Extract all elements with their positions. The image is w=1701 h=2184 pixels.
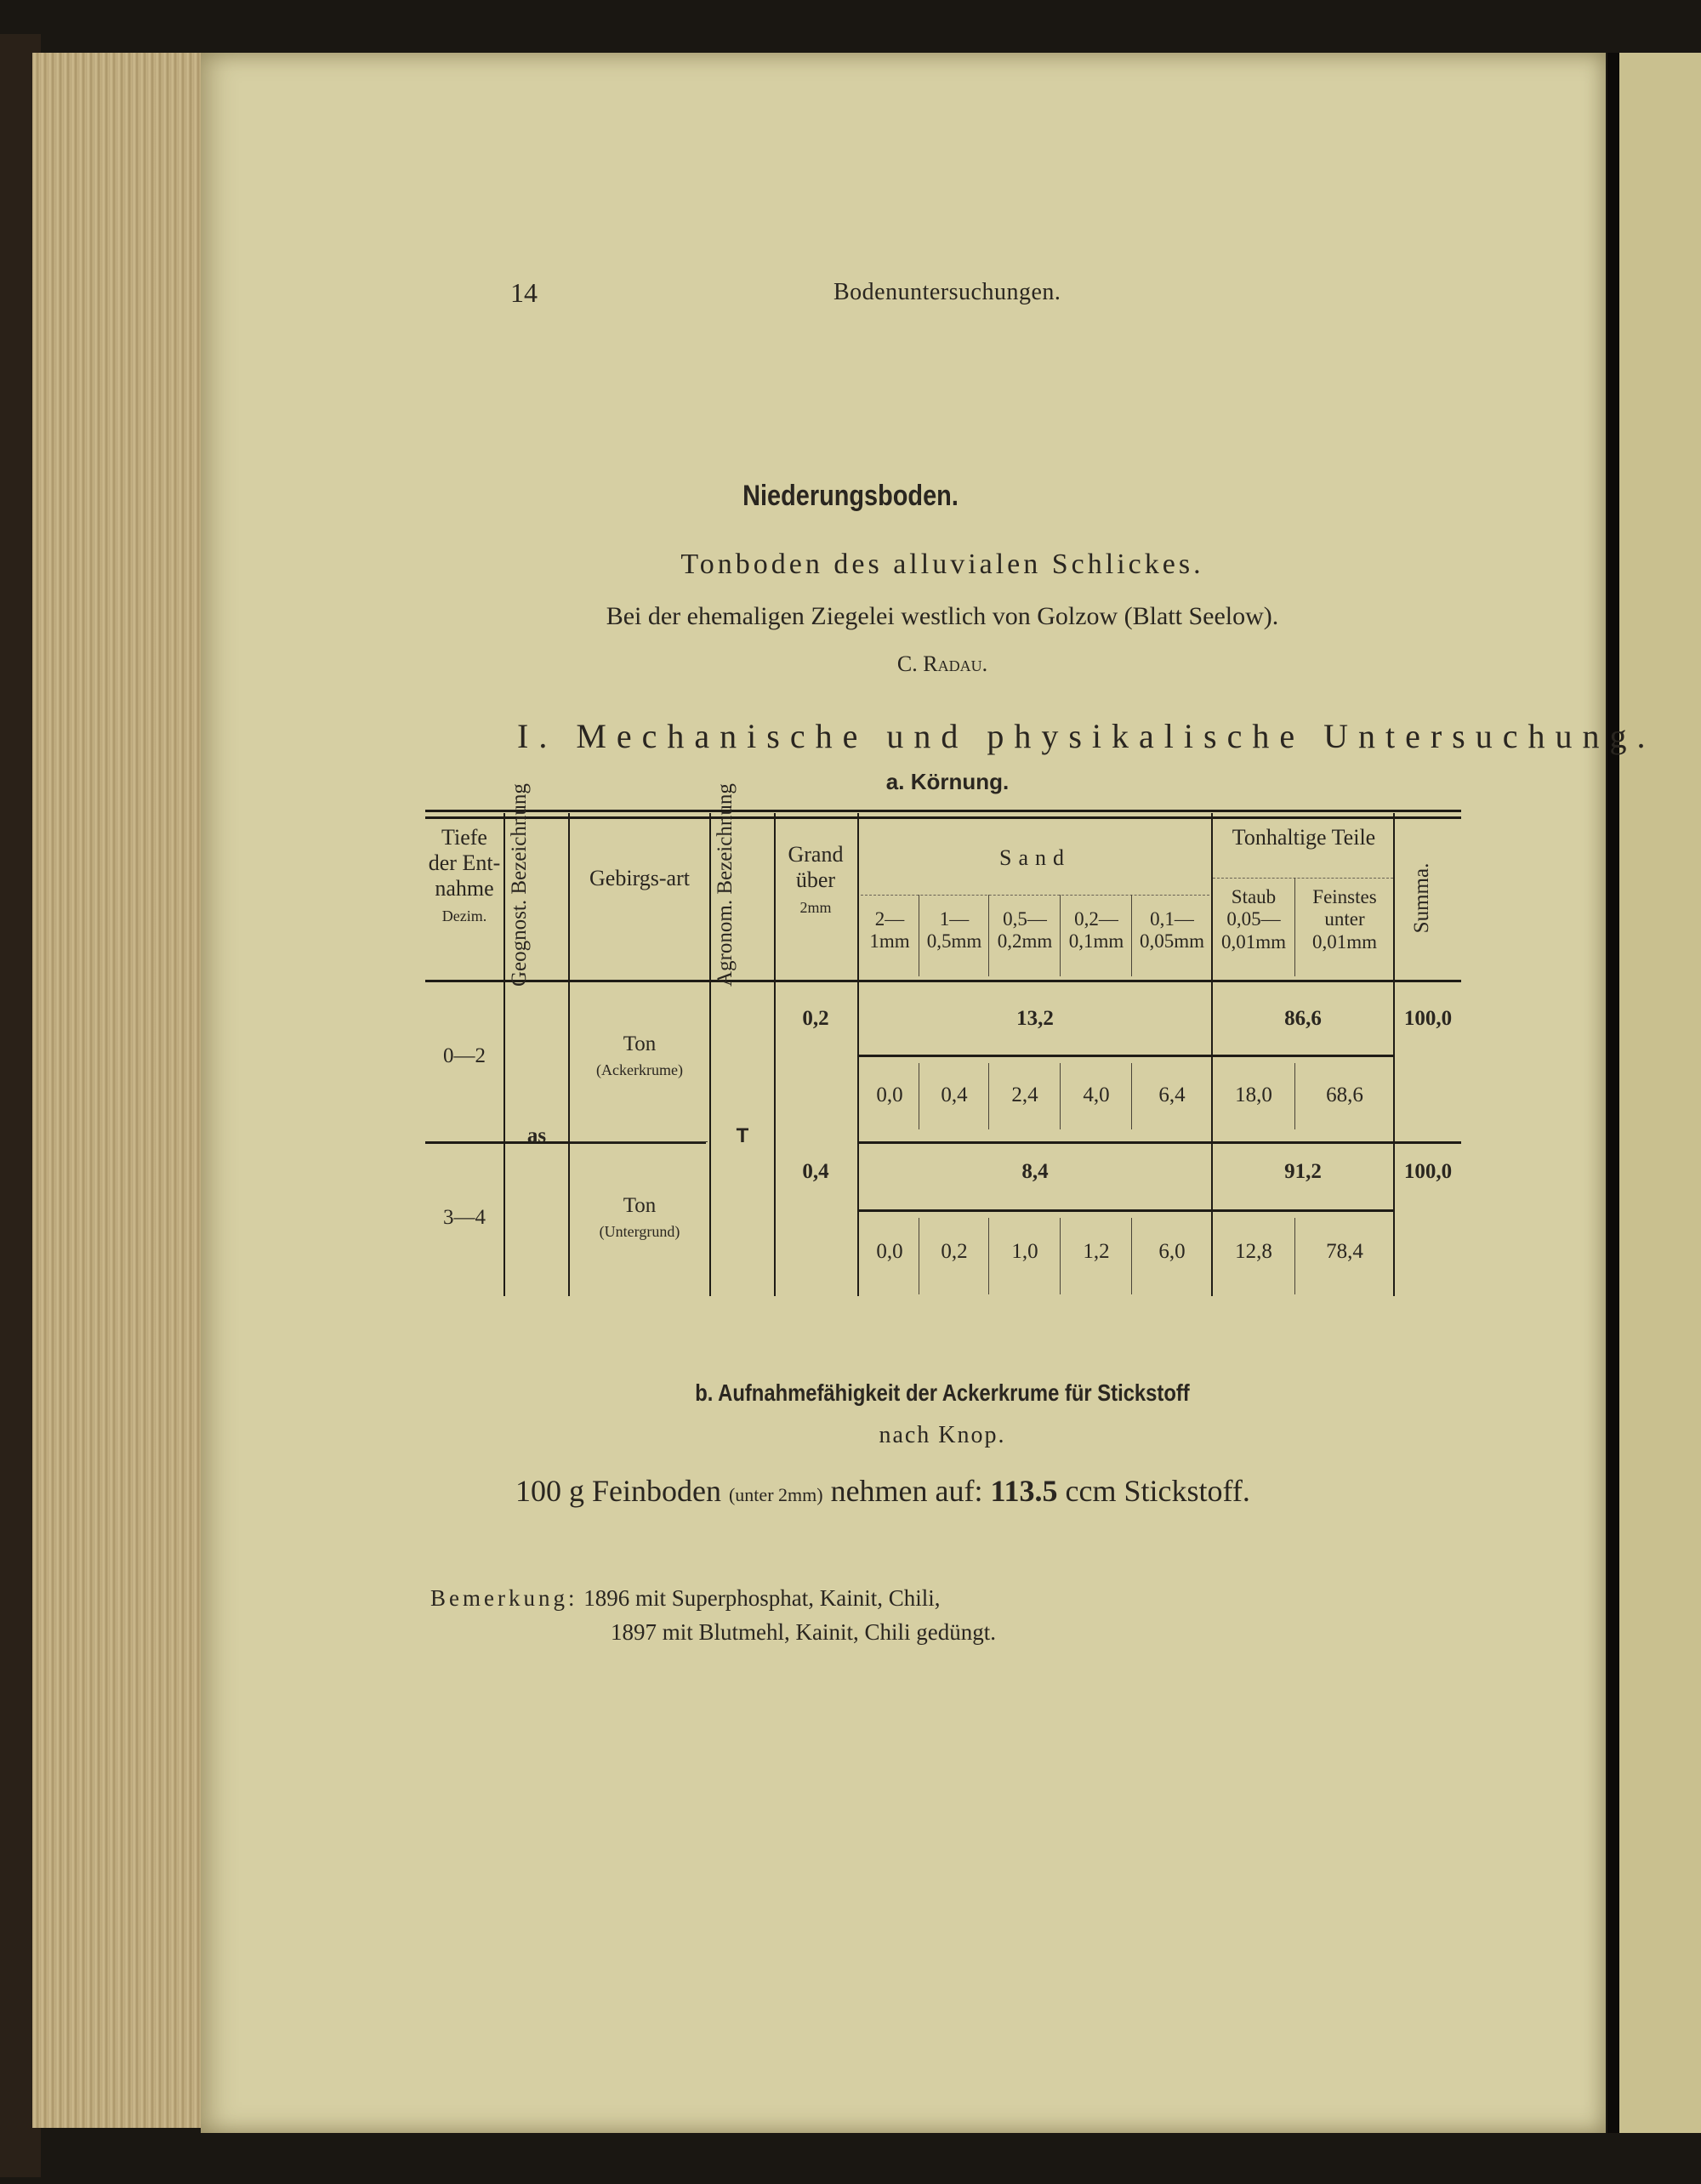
header-sand: Sand [999,845,1071,870]
row1-sand-total: 13,2 [1016,1007,1054,1030]
header-grand-unit: 2mm [799,898,832,916]
val-sep-2b [988,1218,989,1294]
geognost-value: as [526,1124,547,1147]
row2-sand-1: 0,0 [876,1240,903,1263]
header-grand [774,842,857,919]
header-tiefe-text: Tiefe der Ent-nahme [428,825,501,901]
remark-text-1: 1896 mit Superphosphat, Kainit, Chili, [583,1585,941,1611]
row2-gebirgsart-text: Ton [623,1194,657,1217]
row2-summa: 100,0 [1403,1160,1453,1183]
val-sep-3a [1060,1063,1061,1129]
row2-feinstes: 78,4 [1326,1240,1363,1263]
table-top-rule-2 [425,816,1461,819]
row2-staub: 12,8 [1235,1240,1272,1263]
header-sand-col-3: 0,5— 0,2mm [997,908,1053,953]
row1-gebirgsart-sub: (Ackerkrume) [596,1061,683,1078]
col-line-3 [709,813,711,1296]
col-line-1 [503,813,505,1296]
ton-subheader-rule [1213,878,1393,879]
sand-sep-3 [1060,895,1061,976]
header-sand-col-1: 2— 1mm [869,908,910,953]
location-line: Bei der ehemaligen Ziegelei westlich von Golzow (Blatt Seelow). [606,602,1279,630]
page-number: 14 [510,277,538,308]
page-stack-edge [32,53,202,2128]
row2-gebirgsart [570,1194,709,1243]
book-gutter [1607,53,1619,2133]
author-initial: C. [896,651,924,676]
header-geognost: Geognost. Bezeichnung [508,783,531,987]
header-sand-col-2: 1— 0,5mm [926,908,982,953]
row2-sand-total: 8,4 [1021,1160,1049,1183]
row2-grand: 0,4 [802,1160,829,1183]
subtitle: Tonboden des alluvialen Schlickes. [680,549,1204,580]
row1-staub: 18,0 [1235,1083,1272,1106]
header-bottom-rule [425,980,1461,982]
subrow-sep-2 [857,1209,1393,1212]
val-sep-2a [988,1063,989,1129]
section-b-title: b. Aufnahmefähigkeit der Ackerkrume für Stickstoff [695,1379,1190,1406]
nitrogen-result [515,1473,1250,1509]
row1-depth: 0—2 [443,1044,486,1067]
remark-label: Bemerkung: [430,1585,578,1611]
row2-sand-4: 1,2 [1083,1240,1110,1263]
header-feinstes: Feinstes unter 0,01mm [1311,886,1378,953]
agronom-value: T [736,1124,749,1147]
row1-ton-total: 86,6 [1284,1007,1322,1030]
header-grand-text: Grand über [788,842,844,892]
header-gebirgsart: Gebirgs-art [589,866,690,890]
row2-ton-total: 91,2 [1284,1160,1322,1183]
row1-grand: 0,2 [802,1007,829,1030]
row2-sand-5: 6,0 [1158,1240,1186,1263]
row1-sand-4: 4,0 [1083,1083,1110,1106]
row1-gebirgsart-text: Ton [623,1032,657,1055]
section-b-method: nach Knop. [879,1422,1006,1448]
row2-gebirgsart-sub: (Untergrund) [599,1222,680,1240]
val-sep-3b [1060,1218,1061,1294]
row1-gebirgsart [570,1032,709,1082]
val-sep-4b [1131,1218,1132,1294]
header-sand-col-4: 0,2— 0,1mm [1068,908,1124,953]
val-sep-5b [1294,1218,1295,1294]
remark-line-2: 1897 mit Blutmehl, Kainit, Chili gedüngt. [611,1619,996,1645]
val-sep-4a [1131,1063,1132,1129]
header-tiefe-unit: Dezim. [441,907,487,924]
row1-sand-5: 6,4 [1158,1083,1186,1106]
result-mid: nehmen auf: [822,1474,991,1508]
table-top-rule [425,810,1461,812]
running-head: Bodenuntersuchungen. [833,279,1061,305]
subsection-a-title: a. Körnung. [885,769,1010,794]
gebirgsart-row-sep [570,1141,708,1142]
row-sep-right [857,1141,1393,1144]
ton-sep [1294,878,1295,976]
val-sep-5a [1294,1063,1295,1129]
part-title: I. Mechanische und physikalische Untersuchung. [517,717,1656,755]
header-tiefe [425,825,503,927]
row2-sand-2: 0,2 [941,1240,968,1263]
sand-sep-2 [988,895,989,976]
header-sand-col-5: 0,1— 0,05mm [1139,908,1205,953]
col-line-7 [1393,813,1395,1296]
row1-sand-1: 0,0 [876,1083,903,1106]
sand-subheader-rule [861,895,1209,896]
facing-page [1619,53,1701,2133]
row2-sand-3: 1,0 [1011,1240,1038,1263]
header-staub: Staub 0,05— 0,01mm [1220,886,1287,953]
row2-depth: 3—4 [443,1206,486,1229]
row-sep-summa [1393,1141,1461,1144]
author-line [0,651,1701,677]
result-value: 113.5 [990,1474,1058,1508]
remark-line-1 [430,1585,940,1612]
header-summa: Summa. [1410,862,1433,934]
author-name: Radau. [923,651,988,676]
row1-sand-2: 0,4 [941,1083,968,1106]
row1-feinstes: 68,6 [1326,1083,1363,1106]
sand-sep-4 [1131,895,1132,976]
header-agronom: Agronom. Bezeichnung [714,783,737,987]
result-note: (unter 2mm) [728,1484,823,1505]
section-title: Niederungsboden. [742,480,959,512]
row1-sand-3: 2,4 [1011,1083,1038,1106]
header-tonhaltige: Tonhaltige Teile [1232,825,1376,850]
result-pre: 100 g Feinboden [515,1474,729,1508]
result-post: ccm Stickstoff. [1057,1474,1250,1508]
subrow-sep-1 [857,1055,1393,1057]
row1-summa: 100,0 [1403,1007,1453,1030]
